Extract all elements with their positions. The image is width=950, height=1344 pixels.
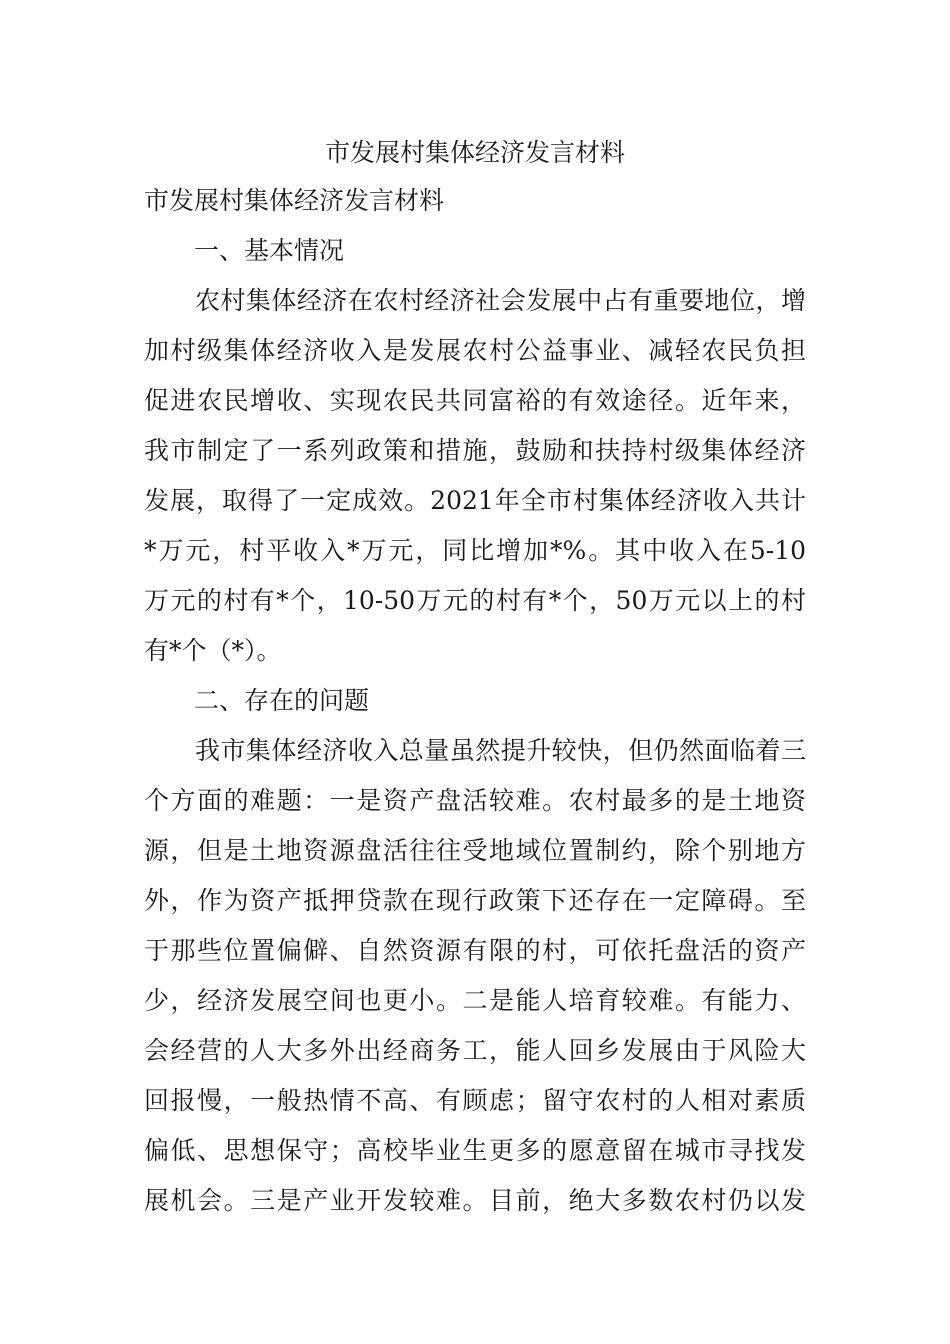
paragraph-problems [144,731,806,1231]
paragraph-basic-situation [144,281,806,681]
section-heading-problems: 二、存在的问题 [194,686,370,715]
text-line: 我市制定了一系列政策和措施，鼓励和扶持村级集体经济 [144,436,806,465]
section-heading-basic: 一、基本情况 [194,236,345,265]
text-line: 万元的村有*个，10-50万元的村有*个，50万元以上的村 [144,586,806,615]
text-line: 外，作为资产抵押贷款在现行政策下还存在一定障碍。至 [144,886,806,915]
text-line: 我市集体经济收入总量虽然提升较快，但仍然面临着三 [144,736,806,765]
text-line: 有*个（*）。 [144,636,282,665]
text-line: 偏低、思想保守；高校毕业生更多的愿意留在城市寻找发 [144,1136,806,1165]
text-line: 加村级集体经济收入是发展农村公益事业、减轻农民负担 [144,336,806,365]
text-line: 于那些位置偏僻、自然资源有限的村，可依托盘活的资产 [144,936,806,965]
document-body [144,181,806,1231]
text-line: 发展，取得了一定成效。2021年全市村集体经济收入共计 [144,486,806,515]
document-title: 市发展村集体经济发言材料 [324,138,625,167]
text-line: 少，经济发展空间也更小。二是能人培育较难。有能力、 [144,986,806,1015]
text-line: 回报慢，一般热情不高、有顾虑；留守农村的人相对素质 [144,1086,806,1115]
subtitle: 市发展村集体经济发言材料 [144,186,445,215]
text-line: 展机会。三是产业开发较难。目前，绝大多数农村仍以发 [144,1186,806,1215]
text-line: *万元，村平收入*万元，同比增加*%。其中收入在5-10 [144,536,806,565]
text-line: 个方面的难题：一是资产盘活较难。农村最多的是土地资 [144,786,806,815]
text-line: 会经营的人大多外出经商务工，能人回乡发展由于风险大 [144,1036,806,1065]
text-line: 农村集体经济在农村经济社会发展中占有重要地位，增 [144,286,806,315]
text-line: 源，但是土地资源盘活往往受地域位置制约，除个别地方 [144,836,806,865]
text-line: 促进农民增收、实现农民共同富裕的有效途径。近年来， [144,386,806,415]
